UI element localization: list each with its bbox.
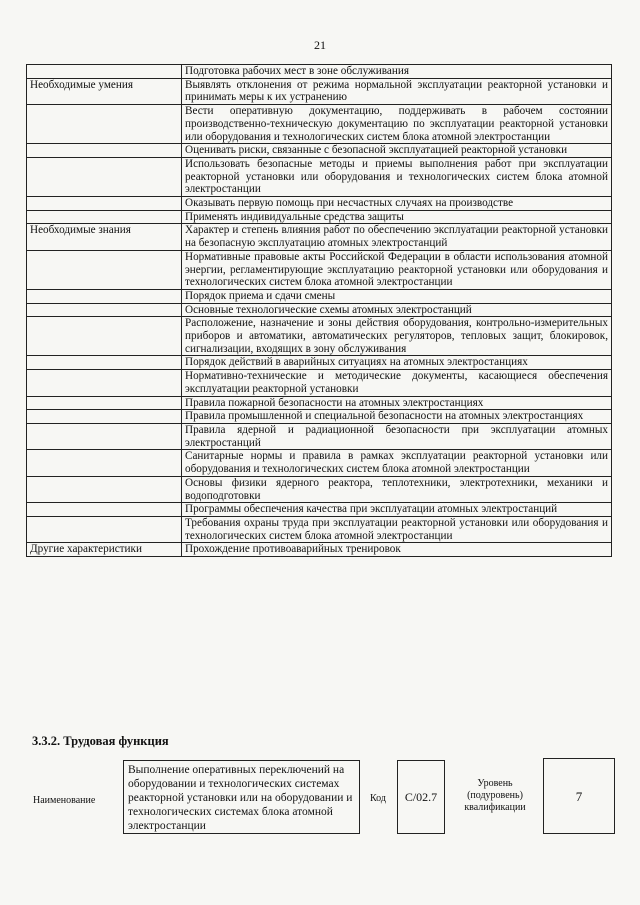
- category-cell: [27, 356, 182, 370]
- item-cell: Порядок действий в аварийных ситуациях на атомных электростанциях: [182, 356, 612, 370]
- table-row: [27, 410, 612, 424]
- name-label: Наименование: [33, 795, 96, 806]
- category-cell: [27, 144, 182, 158]
- category-cell: [27, 370, 182, 396]
- table-row: [27, 317, 612, 356]
- table-row: [27, 224, 612, 250]
- category-cell: [27, 317, 182, 356]
- category-cell: [27, 210, 182, 224]
- category-cell: [27, 105, 182, 144]
- table-row: [27, 516, 612, 542]
- item-cell: Правила промышленной и специальной безопасности на атомных электростанциях: [182, 410, 612, 424]
- category-cell: [27, 289, 182, 303]
- item-cell: Основы физики ядерного реактора, теплотехники, электротехники, механики и водоподготовки: [182, 476, 612, 502]
- table-row: [27, 370, 612, 396]
- level-box: 7: [543, 758, 615, 834]
- item-cell: Вести оперативную документацию, поддерживать в рабочем состоянии производственно-техническую документацию по эксплуатации реакторной установки или оборудования и технологических систем блока атомной электростанции: [182, 105, 612, 144]
- category-cell: Необходимые знания: [27, 224, 182, 250]
- item-cell: Подготовка рабочих мест в зоне обслуживания: [182, 65, 612, 79]
- table-row: [27, 543, 612, 557]
- item-cell: Правила пожарной безопасности на атомных электростанциях: [182, 396, 612, 410]
- item-cell: Использовать безопасные методы и приемы выполнения работ при эксплуатации реакторной установки или оборудования и технологических систем блока атомной электростанции: [182, 157, 612, 196]
- page-number: 21: [314, 38, 326, 52]
- category-cell: [27, 423, 182, 449]
- item-cell: Санитарные нормы и правила в рамках эксплуатации реакторной установки или оборудования и технологических систем блока атомной электростанции: [182, 450, 612, 476]
- item-cell: Характер и степень влияния работ по обеспечению эксплуатации реакторной установки на безопасную эксплуатацию атомных электростанций: [182, 224, 612, 250]
- item-cell: Нормативные правовые акты Российской Федерации в области использования атомной энергии, регламентирующие эксплуатацию реакторной установки или оборудования и технологических систем блока атомной электростанции: [182, 250, 612, 289]
- level-label: Уровень (подуровень) квалификации: [464, 778, 526, 813]
- item-cell: Требования охраны труда при эксплуатации реакторной установки или оборудования и технологических систем блока атомной электростанции: [182, 516, 612, 542]
- item-cell: Применять индивидуальные средства защиты: [182, 210, 612, 224]
- category-cell: [27, 516, 182, 542]
- table-row: [27, 250, 612, 289]
- section-title: 3.3.2. Трудовая функция: [32, 734, 169, 748]
- function-code-box: С/02.7: [397, 760, 445, 834]
- table-row: [27, 450, 612, 476]
- table-row: [27, 476, 612, 502]
- item-cell: Расположение, назначение и зоны действия оборудования, контрольно-измерительных приборов и автоматики, автоматических регуляторов, тепловых защит, блокировок, сигнализации, входящих в зону обслуживания: [182, 317, 612, 356]
- category-cell: [27, 65, 182, 79]
- category-cell: [27, 503, 182, 517]
- table-row: [27, 289, 612, 303]
- item-cell: Программы обеспечения качества при эксплуатации атомных электростанций: [182, 503, 612, 517]
- category-cell: [27, 157, 182, 196]
- item-cell: Основные технологические схемы атомных электростанций: [182, 303, 612, 317]
- category-cell: [27, 396, 182, 410]
- category-cell: Другие характеристики: [27, 543, 182, 557]
- table-row: [27, 78, 612, 104]
- table-row: [27, 503, 612, 517]
- table-row: [27, 396, 612, 410]
- competency-table: [26, 64, 612, 557]
- function-name-box: Выполнение оперативных переключений на оборудовании и технологических системах реакторной установки или на оборудовании и технологических системах блока атомной электростанции: [123, 760, 360, 834]
- item-cell: Прохождение противоаварийных тренировок: [182, 543, 612, 557]
- table-row: [27, 356, 612, 370]
- category-cell: Необходимые умения: [27, 78, 182, 104]
- category-cell: [27, 197, 182, 211]
- category-cell: [27, 250, 182, 289]
- item-cell: Оказывать первую помощь при несчастных случаях на производстве: [182, 197, 612, 211]
- table-row: [27, 105, 612, 144]
- table-row: [27, 65, 612, 79]
- item-cell: Правила ядерной и радиационной безопасности при эксплуатации атомных электростанций: [182, 423, 612, 449]
- category-cell: [27, 450, 182, 476]
- item-cell: Оценивать риски, связанные с безопасной эксплуатацией реакторной установки: [182, 144, 612, 158]
- item-cell: Нормативно-технические и методические документы, касающиеся обеспечения эксплуатации реакторной установки: [182, 370, 612, 396]
- category-cell: [27, 476, 182, 502]
- table-row: [27, 303, 612, 317]
- category-cell: [27, 303, 182, 317]
- table-row: [27, 157, 612, 196]
- item-cell: Порядок приема и сдачи смены: [182, 289, 612, 303]
- code-label: Код: [370, 793, 386, 804]
- table-row: [27, 197, 612, 211]
- table-row: [27, 210, 612, 224]
- table-row: [27, 423, 612, 449]
- table-row: [27, 144, 612, 158]
- item-cell: Выявлять отклонения от режима нормальной эксплуатации реакторной установки и принимать меры к их устранению: [182, 78, 612, 104]
- category-cell: [27, 410, 182, 424]
